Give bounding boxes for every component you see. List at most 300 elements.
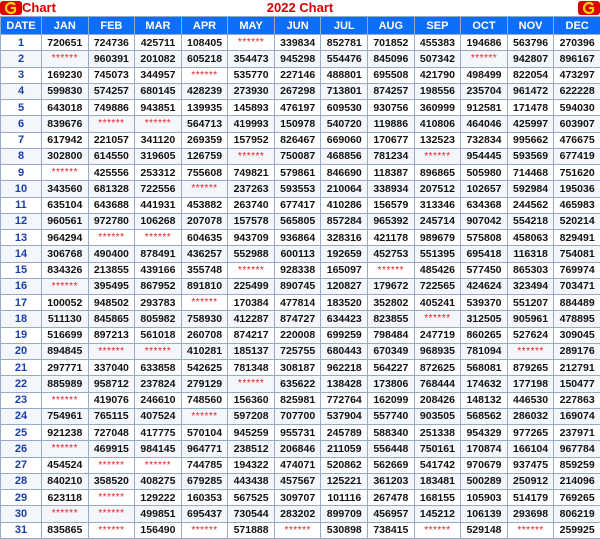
result-cell: 885989 bbox=[42, 376, 89, 392]
result-cell: 269359 bbox=[181, 132, 228, 148]
result-cell: 166104 bbox=[507, 441, 554, 457]
result-cell: 755608 bbox=[181, 165, 228, 181]
result-cell: 498499 bbox=[461, 67, 508, 83]
result-cell: 894845 bbox=[42, 343, 89, 359]
result-cell: 410806 bbox=[414, 116, 461, 132]
result-cell: 170874 bbox=[461, 441, 508, 457]
result-cell: 500289 bbox=[461, 473, 508, 489]
result-cell: 568081 bbox=[461, 360, 508, 376]
result-placeholder: ****** bbox=[414, 311, 461, 327]
result-cell: 237824 bbox=[135, 376, 182, 392]
result-cell: 283202 bbox=[274, 506, 321, 522]
result-cell: 568562 bbox=[461, 408, 508, 424]
column-header-month: AUG bbox=[368, 17, 415, 35]
date-cell: 16 bbox=[1, 278, 42, 294]
result-cell: 156360 bbox=[228, 392, 275, 408]
result-cell: 208426 bbox=[414, 392, 461, 408]
result-cell: 542625 bbox=[181, 360, 228, 376]
result-cell: 839676 bbox=[42, 116, 89, 132]
result-cell: 312505 bbox=[461, 311, 508, 327]
result-cell: 407524 bbox=[135, 408, 182, 424]
result-cell: 564227 bbox=[368, 360, 415, 376]
result-cell: 732834 bbox=[461, 132, 508, 148]
table-row bbox=[1, 35, 600, 51]
result-cell: 605218 bbox=[181, 51, 228, 67]
result-cell: 670349 bbox=[368, 343, 415, 359]
result-cell: 206846 bbox=[274, 441, 321, 457]
result-cell: 964771 bbox=[181, 441, 228, 457]
result-cell: 328316 bbox=[321, 230, 368, 246]
result-cell: 865303 bbox=[507, 262, 554, 278]
result-cell: 535770 bbox=[228, 67, 275, 83]
result-cell: 185137 bbox=[228, 343, 275, 359]
result-cell: 681328 bbox=[88, 181, 135, 197]
result-cell: 677417 bbox=[274, 197, 321, 213]
result-cell: 425997 bbox=[507, 116, 554, 132]
result-cell: 474071 bbox=[274, 457, 321, 473]
header-row bbox=[1, 17, 600, 35]
result-cell: 859259 bbox=[554, 457, 600, 473]
result-cell: 344957 bbox=[135, 67, 182, 83]
result-cell: 720651 bbox=[42, 35, 89, 51]
result-cell: 749821 bbox=[228, 165, 275, 181]
result-cell: 183520 bbox=[321, 295, 368, 311]
result-cell: 194686 bbox=[461, 35, 508, 51]
result-cell: 874257 bbox=[368, 83, 415, 99]
result-cell: 554218 bbox=[507, 213, 554, 229]
column-header-month: MAY bbox=[228, 17, 275, 35]
date-cell: 3 bbox=[1, 67, 42, 83]
result-cell: 541742 bbox=[414, 457, 461, 473]
result-cell: 577450 bbox=[461, 262, 508, 278]
result-cell: 477814 bbox=[274, 295, 321, 311]
result-cell: 251338 bbox=[414, 425, 461, 441]
result-cell: 907042 bbox=[461, 213, 508, 229]
table-row bbox=[1, 181, 600, 197]
result-cell: 313346 bbox=[414, 197, 461, 213]
result-placeholder: ****** bbox=[88, 343, 135, 359]
result-cell: 899709 bbox=[321, 506, 368, 522]
result-cell: 201082 bbox=[135, 51, 182, 67]
result-placeholder: ****** bbox=[88, 490, 135, 506]
result-cell: 355748 bbox=[181, 262, 228, 278]
result-cell: 237263 bbox=[228, 181, 275, 197]
result-cell: 253312 bbox=[135, 165, 182, 181]
table-row bbox=[1, 490, 600, 506]
result-cell: 936864 bbox=[274, 230, 321, 246]
result-cell: 126759 bbox=[181, 148, 228, 164]
table-row bbox=[1, 230, 600, 246]
result-cell: 600113 bbox=[274, 246, 321, 262]
table-row bbox=[1, 262, 600, 278]
result-cell: 878491 bbox=[135, 246, 182, 262]
result-cell: 984145 bbox=[135, 441, 182, 457]
result-cell: 207512 bbox=[414, 181, 461, 197]
result-cell: 247719 bbox=[414, 327, 461, 343]
table-row bbox=[1, 311, 600, 327]
result-cell: 960391 bbox=[88, 51, 135, 67]
result-placeholder: ****** bbox=[88, 116, 135, 132]
result-cell: 964294 bbox=[42, 230, 89, 246]
result-cell: 567525 bbox=[228, 490, 275, 506]
result-cell: 954445 bbox=[461, 148, 508, 164]
result-cell: 860265 bbox=[461, 327, 508, 343]
result-cell: 722565 bbox=[414, 278, 461, 294]
result-cell: 879265 bbox=[507, 360, 554, 376]
result-cell: 273930 bbox=[228, 83, 275, 99]
result-cell: 530898 bbox=[321, 522, 368, 538]
result-cell: 857284 bbox=[321, 213, 368, 229]
result-cell: 395495 bbox=[88, 278, 135, 294]
result-cell: 826467 bbox=[274, 132, 321, 148]
result-cell: 424624 bbox=[461, 278, 508, 294]
result-cell: 417775 bbox=[135, 425, 182, 441]
result-cell: 443438 bbox=[228, 473, 275, 489]
result-cell: 210064 bbox=[321, 181, 368, 197]
table-row bbox=[1, 425, 600, 441]
result-cell: 603907 bbox=[554, 116, 600, 132]
result-cell: 540720 bbox=[321, 116, 368, 132]
result-cell: 806219 bbox=[554, 506, 600, 522]
date-cell: 12 bbox=[1, 213, 42, 229]
result-cell: 245789 bbox=[321, 425, 368, 441]
result-cell: 823855 bbox=[368, 311, 415, 327]
result-cell: 454524 bbox=[42, 457, 89, 473]
result-cell: 323494 bbox=[507, 278, 554, 294]
result-cell: 165097 bbox=[321, 262, 368, 278]
result-cell: 116318 bbox=[507, 246, 554, 262]
result-placeholder: ****** bbox=[42, 441, 89, 457]
result-cell: 593553 bbox=[274, 181, 321, 197]
result-cell: 150978 bbox=[274, 116, 321, 132]
table-row bbox=[1, 67, 600, 83]
result-placeholder: ****** bbox=[414, 148, 461, 164]
result-cell: 227146 bbox=[274, 67, 321, 83]
result-cell: 170677 bbox=[368, 132, 415, 148]
table-row bbox=[1, 213, 600, 229]
column-header-date: DATE bbox=[1, 17, 42, 35]
result-cell: 410281 bbox=[181, 343, 228, 359]
result-cell: 297771 bbox=[42, 360, 89, 376]
column-header-month: DEC bbox=[554, 17, 600, 35]
result-cell: 960561 bbox=[42, 213, 89, 229]
result-cell: 221057 bbox=[88, 132, 135, 148]
result-cell: 476675 bbox=[554, 132, 600, 148]
result-cell: 714468 bbox=[507, 165, 554, 181]
date-cell: 11 bbox=[1, 197, 42, 213]
result-cell: 412287 bbox=[228, 311, 275, 327]
result-cell: 286032 bbox=[507, 408, 554, 424]
result-cell: 319605 bbox=[135, 148, 182, 164]
result-cell: 105903 bbox=[461, 490, 508, 506]
result-cell: 634423 bbox=[321, 311, 368, 327]
result-cell: 707700 bbox=[274, 408, 321, 424]
result-cell: 769974 bbox=[554, 262, 600, 278]
date-cell: 27 bbox=[1, 457, 42, 473]
result-cell: 679285 bbox=[181, 473, 228, 489]
result-cell: 250912 bbox=[507, 473, 554, 489]
column-header-month: NOV bbox=[507, 17, 554, 35]
result-cell: 145893 bbox=[228, 100, 275, 116]
result-cell: 574257 bbox=[88, 83, 135, 99]
result-cell: 169074 bbox=[554, 408, 600, 424]
result-placeholder: ****** bbox=[88, 230, 135, 246]
result-cell: 488801 bbox=[321, 67, 368, 83]
result-cell: 945298 bbox=[274, 51, 321, 67]
result-cell: 579861 bbox=[274, 165, 321, 181]
result-cell: 354473 bbox=[228, 51, 275, 67]
date-cell: 7 bbox=[1, 132, 42, 148]
result-cell: 213855 bbox=[88, 262, 135, 278]
result-cell: 171478 bbox=[507, 100, 554, 116]
result-cell: 235704 bbox=[461, 83, 508, 99]
result-cell: 458063 bbox=[507, 230, 554, 246]
result-cell: 593569 bbox=[507, 148, 554, 164]
result-cell: 485426 bbox=[414, 262, 461, 278]
result-cell: 905961 bbox=[507, 311, 554, 327]
date-cell: 5 bbox=[1, 100, 42, 116]
date-cell: 17 bbox=[1, 295, 42, 311]
result-cell: 168155 bbox=[414, 490, 461, 506]
result-cell: 341120 bbox=[135, 132, 182, 148]
result-cell: 537904 bbox=[321, 408, 368, 424]
date-cell: 8 bbox=[1, 148, 42, 164]
result-cell: 148132 bbox=[461, 392, 508, 408]
result-cell: 617942 bbox=[42, 132, 89, 148]
result-cell: 129222 bbox=[135, 490, 182, 506]
result-cell: 635104 bbox=[42, 197, 89, 213]
result-cell: 337040 bbox=[88, 360, 135, 376]
result-cell: 948502 bbox=[88, 295, 135, 311]
result-cell: 225499 bbox=[228, 278, 275, 294]
result-placeholder: ****** bbox=[274, 522, 321, 538]
date-cell: 13 bbox=[1, 230, 42, 246]
result-cell: 758930 bbox=[181, 311, 228, 327]
result-cell: 564713 bbox=[181, 116, 228, 132]
result-cell: 634368 bbox=[461, 197, 508, 213]
table-row bbox=[1, 132, 600, 148]
table-row bbox=[1, 473, 600, 489]
date-cell: 20 bbox=[1, 343, 42, 359]
result-cell: 571888 bbox=[228, 522, 275, 538]
result-cell: 942807 bbox=[507, 51, 554, 67]
result-cell: 989679 bbox=[414, 230, 461, 246]
result-cell: 748560 bbox=[181, 392, 228, 408]
result-cell: 551207 bbox=[507, 295, 554, 311]
result-cell: 469915 bbox=[88, 441, 135, 457]
result-cell: 874217 bbox=[228, 327, 275, 343]
column-header-month: JAN bbox=[42, 17, 89, 35]
result-cell: 798484 bbox=[368, 327, 415, 343]
result-cell: 680443 bbox=[321, 343, 368, 359]
table-header bbox=[1, 17, 600, 35]
result-cell: 289176 bbox=[554, 343, 600, 359]
result-cell: 604635 bbox=[181, 230, 228, 246]
chart-header bbox=[0, 0, 600, 16]
table-row bbox=[1, 392, 600, 408]
table-row bbox=[1, 100, 600, 116]
result-cell: 150477 bbox=[554, 376, 600, 392]
result-cell: 891810 bbox=[181, 278, 228, 294]
result-placeholder: ****** bbox=[135, 343, 182, 359]
result-placeholder: ****** bbox=[181, 522, 228, 538]
result-cell: 183481 bbox=[414, 473, 461, 489]
result-cell: 680145 bbox=[135, 83, 182, 99]
result-cell: 162099 bbox=[368, 392, 415, 408]
result-cell: 343560 bbox=[42, 181, 89, 197]
result-cell: 930756 bbox=[368, 100, 415, 116]
result-placeholder: ****** bbox=[42, 278, 89, 294]
result-placeholder: ****** bbox=[88, 522, 135, 538]
chart-label: Chart bbox=[22, 0, 56, 16]
column-header-month: FEB bbox=[88, 17, 135, 35]
result-cell: 943709 bbox=[228, 230, 275, 246]
result-cell: 928338 bbox=[274, 262, 321, 278]
result-placeholder: ****** bbox=[42, 51, 89, 67]
result-cell: 884489 bbox=[554, 295, 600, 311]
result-cell: 259925 bbox=[554, 522, 600, 538]
result-cell: 499851 bbox=[135, 506, 182, 522]
result-cell: 425711 bbox=[135, 35, 182, 51]
result-cell: 100052 bbox=[42, 295, 89, 311]
result-cell: 456957 bbox=[368, 506, 415, 522]
date-cell: 22 bbox=[1, 376, 42, 392]
result-placeholder: ****** bbox=[135, 230, 182, 246]
table-row bbox=[1, 246, 600, 262]
table-row bbox=[1, 295, 600, 311]
result-cell: 556448 bbox=[368, 441, 415, 457]
result-cell: 754081 bbox=[554, 246, 600, 262]
result-cell: 890745 bbox=[274, 278, 321, 294]
result-cell: 408275 bbox=[135, 473, 182, 489]
date-cell: 15 bbox=[1, 262, 42, 278]
result-cell: 846690 bbox=[321, 165, 368, 181]
result-cell: 896167 bbox=[554, 51, 600, 67]
result-cell: 529148 bbox=[461, 522, 508, 538]
column-header-month: JUL bbox=[321, 17, 368, 35]
result-cell: 727048 bbox=[88, 425, 135, 441]
result-cell: 614550 bbox=[88, 148, 135, 164]
result-cell: 903505 bbox=[414, 408, 461, 424]
result-cell: 214096 bbox=[554, 473, 600, 489]
result-cell: 751620 bbox=[554, 165, 600, 181]
result-cell: 125221 bbox=[321, 473, 368, 489]
result-cell: 597208 bbox=[228, 408, 275, 424]
column-header-month: OCT bbox=[461, 17, 508, 35]
result-cell: 212791 bbox=[554, 360, 600, 376]
table-row bbox=[1, 278, 600, 294]
result-cell: 962218 bbox=[321, 360, 368, 376]
result-cell: 897213 bbox=[88, 327, 135, 343]
result-cell: 768444 bbox=[414, 376, 461, 392]
result-placeholder: ****** bbox=[181, 295, 228, 311]
result-cell: 339834 bbox=[274, 35, 321, 51]
result-cell: 514179 bbox=[507, 490, 554, 506]
result-cell: 609530 bbox=[321, 100, 368, 116]
date-cell: 4 bbox=[1, 83, 42, 99]
column-header-month: SEP bbox=[414, 17, 461, 35]
result-placeholder: ****** bbox=[181, 67, 228, 83]
result-cell: 157578 bbox=[228, 213, 275, 229]
table-row bbox=[1, 343, 600, 359]
result-placeholder: ****** bbox=[135, 457, 182, 473]
result-cell: 170384 bbox=[228, 295, 275, 311]
result-cell: 968935 bbox=[414, 343, 461, 359]
table-row bbox=[1, 441, 600, 457]
result-cell: 970679 bbox=[461, 457, 508, 473]
table-row bbox=[1, 51, 600, 67]
result-cell: 260708 bbox=[181, 327, 228, 343]
table-row bbox=[1, 165, 600, 181]
result-cell: 643018 bbox=[42, 100, 89, 116]
result-cell: 622228 bbox=[554, 83, 600, 99]
result-cell: 428239 bbox=[181, 83, 228, 99]
result-cell: 439166 bbox=[135, 262, 182, 278]
result-cell: 309045 bbox=[554, 327, 600, 343]
result-placeholder: ****** bbox=[42, 392, 89, 408]
result-cell: 145212 bbox=[414, 506, 461, 522]
result-cell: 194322 bbox=[228, 457, 275, 473]
date-cell: 30 bbox=[1, 506, 42, 522]
result-cell: 557740 bbox=[368, 408, 415, 424]
result-cell: 138428 bbox=[321, 376, 368, 392]
result-cell: 132523 bbox=[414, 132, 461, 148]
result-cell: 552988 bbox=[228, 246, 275, 262]
result-cell: 829491 bbox=[554, 230, 600, 246]
g-logo-icon bbox=[570, 0, 600, 16]
table-row bbox=[1, 197, 600, 213]
result-cell: 845096 bbox=[368, 51, 415, 67]
result-cell: 965392 bbox=[368, 213, 415, 229]
results-table bbox=[0, 16, 600, 539]
result-cell: 781094 bbox=[461, 343, 508, 359]
result-cell: 575808 bbox=[461, 230, 508, 246]
result-cell: 695418 bbox=[461, 246, 508, 262]
result-cell: 446530 bbox=[507, 392, 554, 408]
table-row bbox=[1, 360, 600, 376]
result-cell: 781234 bbox=[368, 148, 415, 164]
result-cell: 425556 bbox=[88, 165, 135, 181]
result-cell: 358520 bbox=[88, 473, 135, 489]
result-cell: 490400 bbox=[88, 246, 135, 262]
result-placeholder: ****** bbox=[461, 51, 508, 67]
result-cell: 562669 bbox=[368, 457, 415, 473]
result-cell: 643688 bbox=[88, 197, 135, 213]
table-body bbox=[1, 35, 600, 539]
result-cell: 834326 bbox=[42, 262, 89, 278]
result-cell: 995662 bbox=[507, 132, 554, 148]
table-row bbox=[1, 148, 600, 164]
table-row bbox=[1, 408, 600, 424]
table-row bbox=[1, 506, 600, 522]
result-cell: 744785 bbox=[181, 457, 228, 473]
result-cell: 695437 bbox=[181, 506, 228, 522]
result-cell: 267478 bbox=[368, 490, 415, 506]
date-cell: 18 bbox=[1, 311, 42, 327]
result-cell: 921238 bbox=[42, 425, 89, 441]
result-cell: 169230 bbox=[42, 67, 89, 83]
date-cell: 9 bbox=[1, 165, 42, 181]
result-cell: 198556 bbox=[414, 83, 461, 99]
result-cell: 263740 bbox=[228, 197, 275, 213]
result-placeholder: ****** bbox=[181, 181, 228, 197]
result-cell: 302800 bbox=[42, 148, 89, 164]
result-cell: 669060 bbox=[321, 132, 368, 148]
result-cell: 441931 bbox=[135, 197, 182, 213]
result-cell: 246610 bbox=[135, 392, 182, 408]
result-cell: 570104 bbox=[181, 425, 228, 441]
result-cell: 943851 bbox=[135, 100, 182, 116]
